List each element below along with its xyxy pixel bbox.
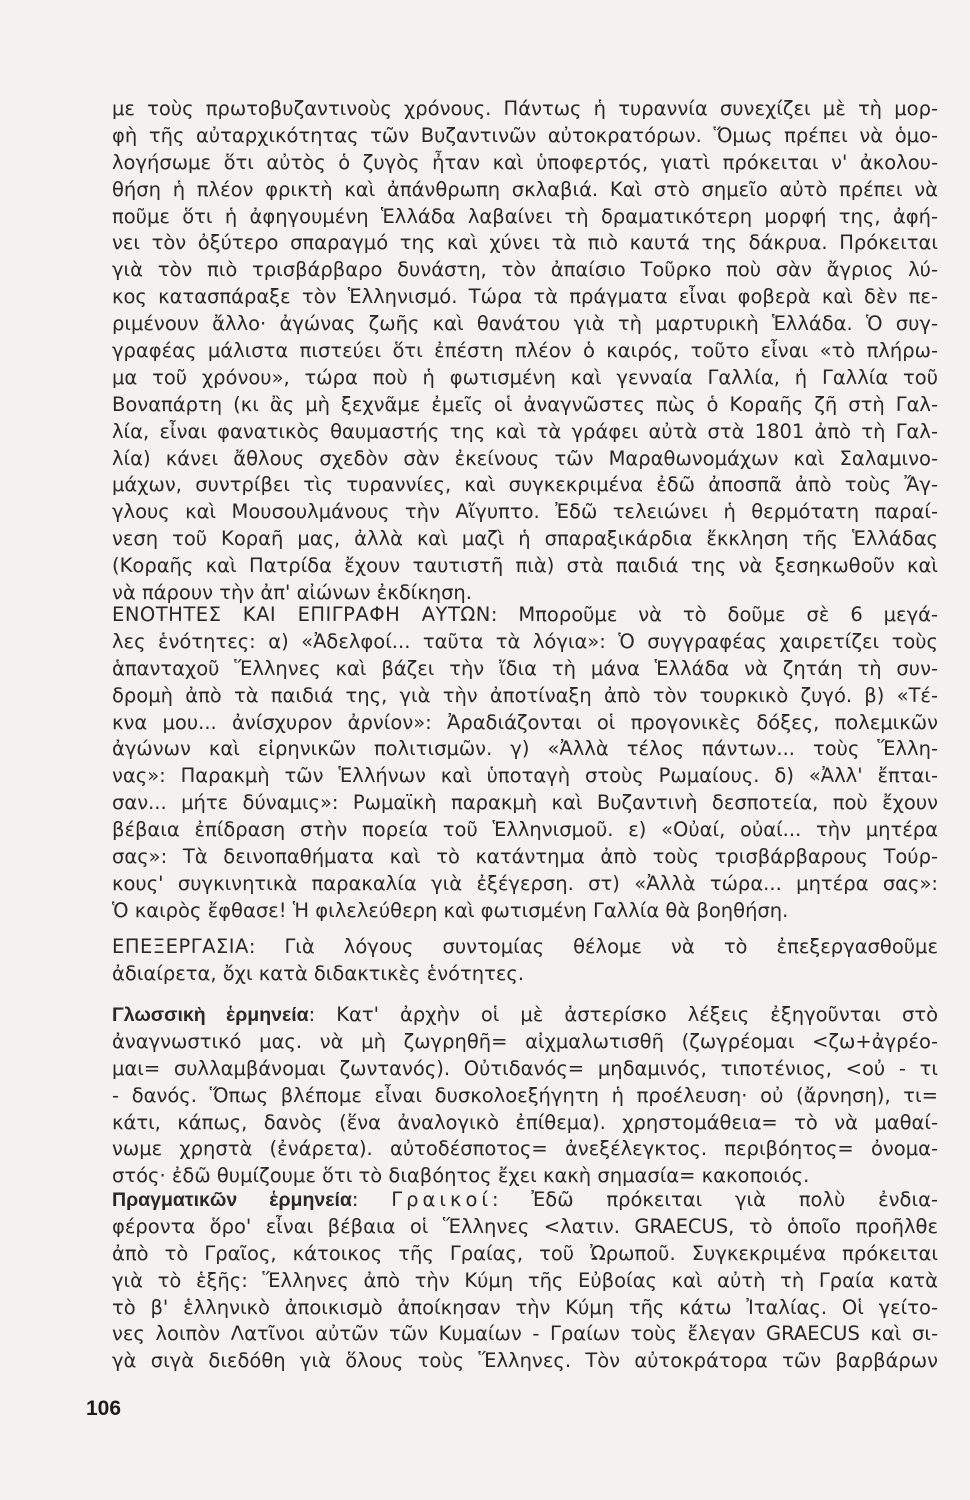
text-line: σαν... μήτε δύναμις»: Ρωμαϊκὴ παρακμὴ καὶ Βυζαντινὴ δεσποτεία, ποὺ ἔχουν [112,791,938,815]
text-line: ἀγώνων καὶ εἰρηνικῶν πολιτισμῶν. γ) «Ἀλλὰ τέλος πάντων... τοὺς Ἕλλη- [112,737,938,761]
text-line: γιὰ τὸ ἑξῆς: Ἕλληνες ἀπὸ τὴν Κύμη τῆς Εὐβοίας καὶ αὐτὴ τὴ Γραία κατὰ [112,1268,938,1292]
section-heading-processing: ΕΠΕΞΕΡΓΑΣΙΑ [112,935,249,958]
text-line: νας»: Παρακμὴ τῶν Ἑλλήνων καὶ ὑποταγὴ στοὺς Ρωμαίους. δ) «Ἀλλ' ἔπται- [112,764,938,788]
text-line: νεση τοῦ Κοραῆ μας, ἀλλὰ καὶ μαζὶ ἡ σπαραξικάρδια ἔκκληση τῆς Ἑλλάδας [112,527,938,551]
section-first-line [112,1002,938,1029]
section-lead-text: : Μποροῦμε νὰ τὸ δοῦμε σὲ 6 μεγά- [490,603,939,626]
text-line: ἀπὸ τὸ Γραῖος, κάτοικος τῆς Γραίας, τοῦ Ὠρωποῦ. Συγκεκριμένα πρόκειται [112,1241,938,1265]
text-line: γὰ σιγὰ διεδόθη γιὰ ὅλους τοὺς Ἕλληνες. Τὸν αὐτοκράτορα τῶν βαρβάρων [112,1349,938,1373]
text-line: γραφέας μάλιστα πιστεύει ὅτι ἐπέστη πλέον ὁ καιρός, τοῦτο εἶναι «τὸ πλήρω- [112,339,938,363]
section-first-line [112,1187,938,1214]
text-line: τὸ β' ἑλληνικὸ ἀποικισμὸ ἀποίκησαν τὴν Κύμη τῆς κάτω Ἰταλίας. Οἱ γείτο- [112,1295,938,1319]
text-line: λία) κάνει ἄθλους σχεδὸν σὰν ἐκείνους τῶν Μαραθωνομάχων καὶ Σαλαμινο- [112,446,938,470]
text-line: - δανός. Ὅπως βλέπομε εἶναι δυσκολοεξήγητη ἡ προέλευση· οὐ (ἄρνηση), τι= [112,1083,938,1107]
text-line: κάτι, κάπως, δανὸς (ἕνα ἀναλογικὸ ἐπίθεμα). χρηστομάθεια= τὸ νὰ μαθαί- [112,1110,938,1134]
section-lead-text: : Γιὰ λόγους συντομίας θέλομε νὰ τὸ ἐπεξεργασθοῦμε [248,935,938,958]
paragraph-intro [112,96,938,607]
text-line: κους' συγκινητικὰ παρακαλία γιὰ ἐξέγερση. στ) «Ἀλλὰ τώρα... μητέρα σας»: [112,871,938,895]
text-line: νει τὸν ὀξύτερο σπαραγμό της καὶ χύνει τὰ πιὸ καυτά της δάκρυα. Πρόκειται [112,231,938,255]
section-heading-factual: Πραγματικῶν ἑρμηνεία [112,1189,352,1211]
text-line: νὰ πάρουν τὴν ἀπ' αἰώνων ἐκδίκηση. [112,581,472,605]
text-line: γιὰ τὸν πιὸ τρισβάρβαρο δυνάστη, τὸν ἀπαίσιο Τοῦρκο ποὺ σὰν ἄγριος λύ- [112,258,938,282]
text-line: κος κατασπάραξε τὸν Ἑλληνισμό. Τώρα τὰ πράγματα εἶναι φοβερὰ καὶ δὲν πε- [112,285,938,309]
section-separator: : [351,1188,392,1211]
section-processing [112,934,938,988]
text-line: λογήσωμε ὅτι αὐτὸς ὁ ζυγὸς ἦταν καὶ ὑποφερτός, γιατὶ πρόκειται ν' ἀκολου- [112,150,938,174]
text-line: φέροντα ὅρο' εἶναι βέβαια οἱ Ἕλληνες <λατιν. GRAECUS, τὸ ὁποῖο προῆλθε [112,1214,938,1238]
text-line: κνα μου... ἀνίσχυρον ἀρνίον»: Ἀραδιάζονται οἱ προγονικὲς δόξες, πολεμικῶν [112,710,938,734]
text-line: λες ἑνότητες: α) «Ἀδελφοί... ταῦτα τὰ λόγια»: Ὁ συγγραφέας χαιρετίζει τοὺς [112,629,938,653]
section-first-line [112,602,938,629]
text-line: σας»: Τὰ δεινοπαθήματα καὶ τὸ κατάντημα ἀπὸ τοὺς τρισβάρβαρους Τούρ- [112,845,938,869]
text-line: ἁπανταχοῦ Ἕλληνες καὶ βάζει τὴν ἴδια τὴ μάνα Ἑλλάδα νὰ ζητάη τὴ συν- [112,656,938,680]
text-line: Βοναπάρτη (κι ἂς μὴ ξεχνᾶμε ἐμεῖς οἱ ἀναγνῶστες πὼς ὁ Κοραῆς ζῆ στὴ Γαλ- [112,392,938,416]
text-line: φὴ τῆς αὐταρχικότητας τῶν Βυζαντινῶν αὐτοκρατόρων. Ὅμως πρέπει νὰ ὁμο- [112,123,938,147]
section-heading-units: ΕΝΟΤΗΤΕΣ ΚΑΙ ΕΠΙΓΡΑΦΗ ΑΥΤΩΝ [112,603,491,626]
text-line: δρομὴ ἀπὸ τὰ παιδιά της, γιὰ τὴν ἀποτίναξη ἀπὸ τὸν τουρκικὸ ζυγό. β) «Τέ- [112,683,938,707]
section-units [112,602,938,925]
section-heading-language: Γλωσσικὴ ἑρμηνεία [112,1004,309,1026]
text-line: νωμε χρηστὰ (ἐνάρετα). αὐτοδέσποτος= ἀνεξέλεγκτος. περιβόητος= ὀνομα- [112,1137,938,1161]
text-line: γλους καὶ Μουσουλμάνους τὴν Αἴγυπτο. Ἐδῶ τελειώνει ἡ θερμότατη παραί- [112,500,938,524]
text-line: νες λοιπὸν Λατῖνοι αὐτῶν τῶν Κυμαίων - Γραίων τοὺς ἔλεγαν GRAECUS καὶ σι- [112,1322,938,1346]
text-line: μάχων, συντρίβει τὶς τυραννίες, καὶ συγκεκριμένα ἐδῶ ἀποσπᾶ ἀπὸ τοὺς Ἄγ- [112,473,938,497]
text-line: (Κοραῆς καὶ Πατρίδα ἔχουν ταυτιστῆ πιὰ) στὰ παιδιά της νὰ ξεσηκωθοῦν καὶ [112,554,938,578]
term-graikoi: Γραικοί [391,1188,493,1211]
text-line: με τοὺς πρωτοβυζαντινοὺς χρόνους. Πάντως ἡ τυραννία συνεχίζει μὲ τὴ μορ- [112,97,938,120]
page-number: 106 [86,1397,122,1420]
text-line: μα τοῦ χρόνου», τώρα ποὺ ἡ φωτισμένη καὶ γενναία Γαλλία, ἡ Γαλλία τοῦ [112,365,938,389]
text-line: θήση ἡ πλέον φρικτὴ καὶ ἀπάνθρωπη σκλαβιά. Καὶ στὸ σημεῖο αὐτὸ πρέπει νὰ [112,177,938,201]
text-line: ποῦμε ὅτι ἡ ἀφηγουμένη Ἑλλάδα λαβαίνει τὴ δραματικότερη μορφή της, ἀφή- [112,204,938,228]
text-line: στός· ἐδῶ θυμίζουμε ὅτι τὸ διαβόητος ἔχει κακὴ σημασία= κακοποιός. [112,1164,810,1188]
text-line: βέβαια ἐπίδραση στὴν πορεία τοῦ Ἑλληνισμοῦ. ε) «Οὐαί, οὐαί... τὴν μητέρα [112,818,938,842]
text-line: μαι= συλλαμβάνομαι ζωντανός). Οὐτιδανός= μηδαμινός, τιποτένιος, <οὐ - τι [112,1056,938,1080]
text-line: λία, εἶναι φανατικὸς θαυμαστής της καὶ τὰ γράφει αὐτὰ στὰ 1801 ἀπὸ τὴ Γαλ- [112,419,938,443]
text-line: ἀναγνωστικό μας. νὰ μὴ ζωγρηθῆ= αἰχμαλωτισθῆ (ζωγρέομαι <ζω+ἀγρέο- [112,1029,938,1053]
text-line: ριμένουν ἄλλο· ἀγώνας ζωῆς καὶ θανάτου γιὰ τὴ μαρτυρικὴ Ἑλλάδα. Ὁ συγ- [112,312,938,336]
section-language [112,1002,938,1190]
section-first-line [112,934,938,961]
section-lead-text: : Κατ' ἀρχὴν οἱ μὲ ἀστερίσκο λέξεις ἐξηγοῦνται στὸ [308,1003,938,1026]
section-factual [112,1187,938,1375]
text-line: ἀδιαίρετα, ὄχι κατὰ διδακτικὲς ἑνότητες. [112,961,525,985]
section-lead-text: : Ἐδῶ πρόκειται γιὰ πολὺ ἐνδια- [492,1188,938,1211]
text-line: Ὁ καιρὸς ἔφθασε! Ἡ φιλελεύθερη καὶ φωτισμένη Γαλλία θὰ βοηθήση. [112,898,789,922]
